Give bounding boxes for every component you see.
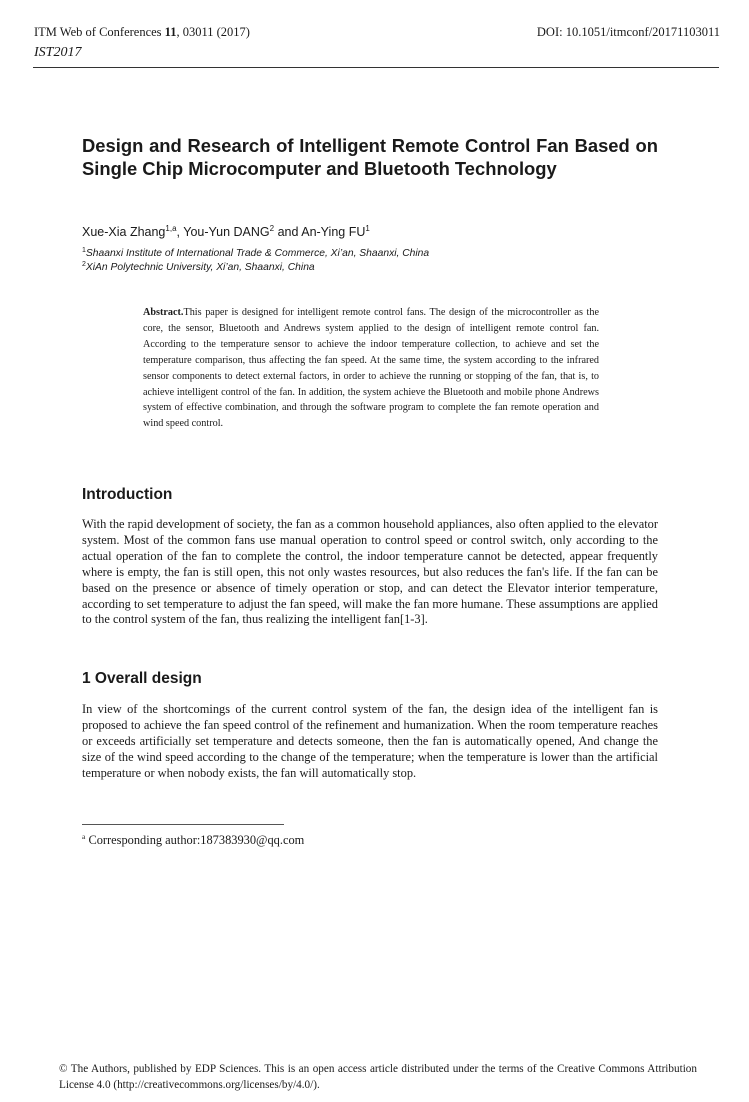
article-reference: , 03011 (2017) [176, 25, 250, 39]
author-name: Xue-Xia Zhang [82, 225, 166, 239]
abstract-label: Abstract. [143, 307, 184, 318]
conference-name: IST2017 [34, 45, 82, 60]
footnote [82, 833, 304, 848]
section-body-introduction: With the rapid development of society, the fan as a common household appliances, also often applied to the elevator system. Most of the common fans use manual operation to control speed or control switch, only according to the actual operation of the fan to complete the control, the indoor temperature cannot be detected, appear frequently where is empty, the fan is still open, this not only wastes resources, but also reduces the fan's life. If the fan can be based on the presence or absence of timely operation or stop, and can detect the Elevator interior temperature, according to set temperature to adjust the fan speed, will make the fan more humane. These assumptions are applied to the control system of the fan, thus realizing the intelligent fan[1-3]. [82, 517, 658, 627]
footnote-marker: a [82, 832, 86, 841]
header-rule [33, 67, 719, 68]
author-name: An-Ying FU [301, 225, 366, 239]
author-affiliation-marker: 2 [269, 224, 275, 233]
section-body-overall-design: In view of the shortcomings of the current control system of the fan, the design idea of the intelligent fan is proposed to achieve the fan speed control of the refinement and humanization. When the room temperature reaches or exceeds artificially set temperature and detects someone, then the fan is automatically opened, And change the size of the wind speed according to the change of the temperature; when the temperature is lower than the artificial temperature or when nobody exists, the fan will automatically stop. [82, 702, 658, 780]
author-separator: , [176, 225, 184, 239]
journal-citation [34, 25, 250, 40]
affiliation-marker: 1 [82, 247, 86, 254]
author-list [82, 225, 370, 239]
affiliation-marker: 2 [82, 261, 86, 268]
footnote-rule [82, 824, 284, 825]
section-heading-introduction: Introduction [82, 486, 173, 503]
affiliation [82, 262, 315, 273]
journal-name: ITM Web of Conferences [34, 25, 165, 39]
abstract [143, 305, 599, 432]
affiliation [82, 248, 429, 259]
author-name: You-Yun DANG [183, 225, 270, 239]
affiliation-text: Shaanxi Institute of International Trade & Commerce, Xi’an, Shaanxi, China [85, 248, 430, 259]
author-affiliation-marker: 1 [365, 224, 370, 233]
footnote-text: Corresponding author:187383930@qq.com [85, 833, 305, 847]
affiliation-text: XiAn Polytechnic University, Xi’an, Shaanxi, China [85, 262, 315, 273]
author-affiliation-marker: 1,a [165, 224, 177, 233]
doi-label: DOI: 10.1051/itmconf/20171103011 [536, 25, 720, 39]
paper-title: Design and Research of Intelligent Remote Control Fan Based on Single Chip Microcomputer and Bluetooth Technology [82, 135, 658, 179]
license-notice: © The Authors, published by EDP Sciences. This is an open access article distributed under the terms of the Creative Commons Attribution License 4.0 (http://creativecommons.org/licenses/by/4.0/). [59, 1063, 697, 1091]
section-heading-overall-design: 1 Overall design [82, 670, 202, 687]
author-separator: and [274, 225, 302, 239]
abstract-text: This paper is designed for intelligent remote control fans. The design of the microcontroller as the core, the sensor, Bluetooth and Andrews system applied to the design of intelligent remote control fan. According to the temperature sensor to achieve the indoor temperature collection, to achieve and set the temperature comparison, thus affecting the fan speed. At the same time, the system according to the infrared sensor components to detect external factors, in order to achieve the running or stopping of the fan, that is, to achieve intelligent control of the fan. In addition, the system achieve the Bluetooth and mobile phone Andrews system of effective combination, and through the software program to complete the fan remote operation and wind speed control. [143, 307, 599, 430]
journal-volume: 11 [164, 25, 177, 39]
